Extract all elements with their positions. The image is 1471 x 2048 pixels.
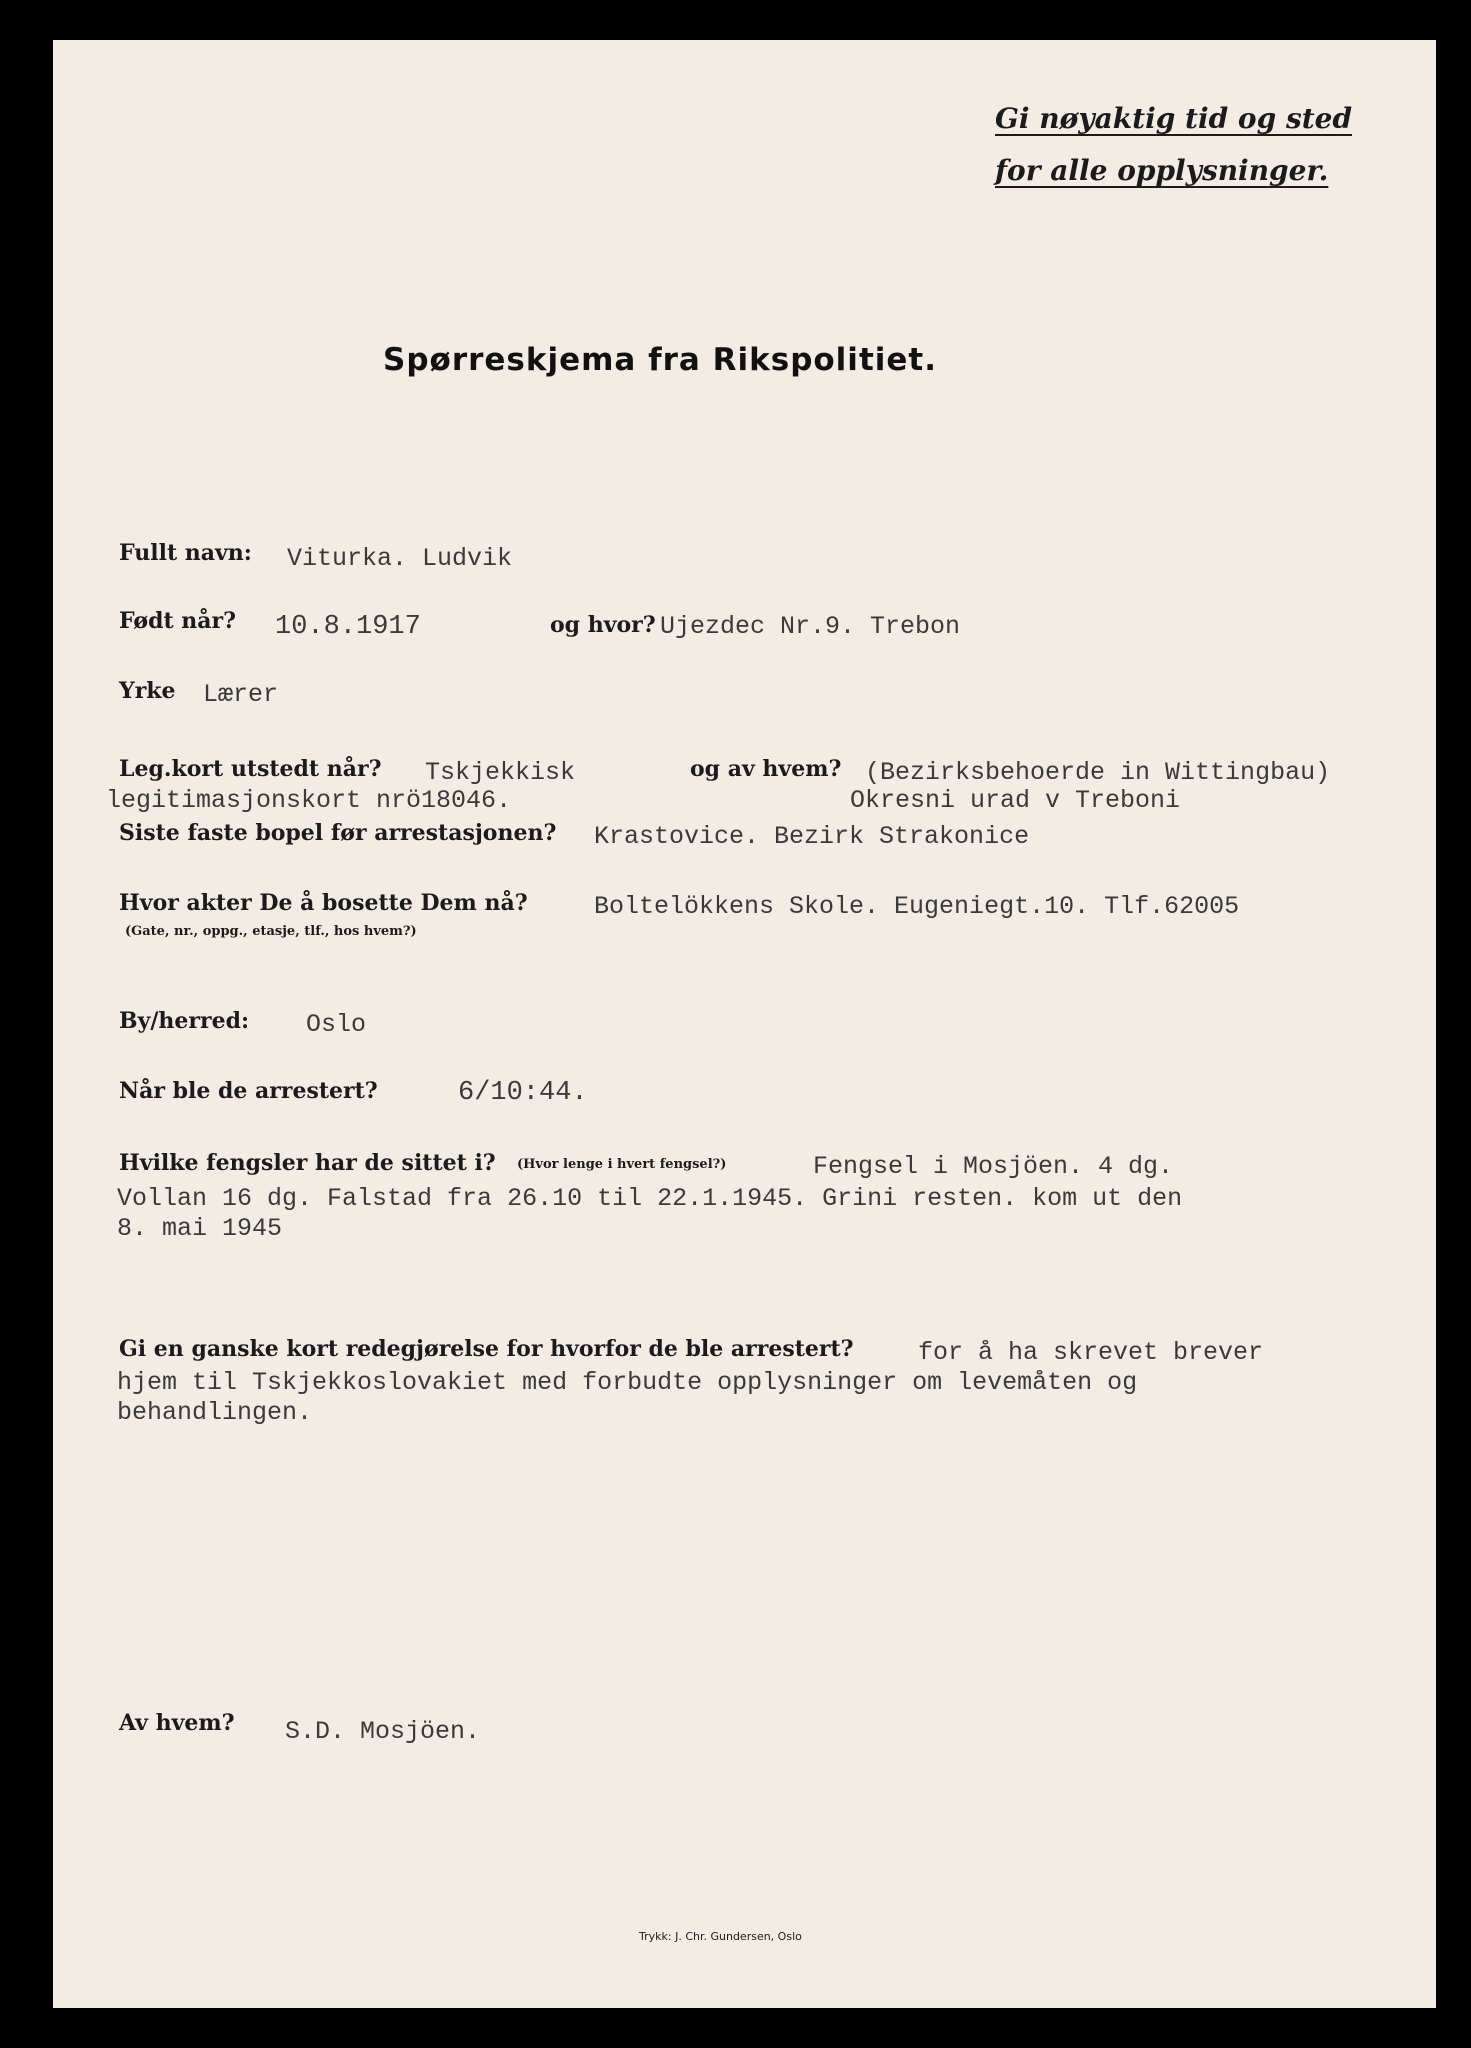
form-sheet: [53, 40, 1436, 2008]
arrested-when-value: 6/10:44.: [458, 1078, 588, 1108]
id-card-when-value-2: legitimasjonskort nrö18046.: [106, 786, 512, 815]
born-where-value: Ujezdec Nr.9. Trebon: [660, 612, 961, 641]
intended-residence-value: Boltelökkens Skole. Eugeniegt.10. Tlf.62005: [594, 892, 1240, 921]
occupation-label: Yrke: [119, 678, 176, 704]
prisons-label: Hvilke fengsler har de sittet i?: [119, 1150, 496, 1176]
prisons-sublabel: (Hvor lenge i hvert fengsel?): [517, 1157, 727, 1172]
last-residence-label: Siste faste bopel før arrestasjonen?: [119, 820, 557, 846]
full-name-value: Viturka. Ludvik: [287, 544, 513, 573]
occupation-value: Lærer: [203, 680, 279, 709]
born-when-value: 10.8.1917: [275, 612, 421, 642]
id-card-when-label: Leg.kort utstedt når?: [119, 756, 382, 782]
arrested-when-label: Når ble de arrestert?: [119, 1078, 378, 1104]
intended-residence-sublabel: (Gate, nr., oppg., etasje, tlf., hos hvem?): [125, 924, 417, 939]
municipality-label: By/herred:: [119, 1008, 250, 1034]
last-residence-value: Krastovice. Bezirk Strakonice: [594, 822, 1030, 851]
id-card-when-value-1: Tskjekkisk: [425, 758, 576, 787]
prisons-value-2: Vollan 16 dg. Falstad fra 26.10 til 22.1.1945. Grini resten. kom ut den: [117, 1184, 1183, 1213]
prisons-value-3: 8. mai 1945: [117, 1214, 283, 1243]
by-whom-value: S.D. Mosjöen.: [285, 1717, 481, 1746]
id-card-by-label: og av hvem?: [690, 756, 842, 782]
intended-residence-label: Hvor akter De å bosette Dem nå?: [119, 890, 528, 916]
printer-imprint: Trykk: J. Chr. Gundersen, Oslo: [639, 1930, 802, 1943]
born-where-label: og hvor?: [550, 612, 656, 638]
municipality-value: Oslo: [306, 1010, 367, 1039]
reason-value-1: for å ha skrevet brever: [918, 1338, 1264, 1367]
born-when-label: Født når?: [119, 608, 237, 634]
id-card-by-value-1: (Bezirksbehoerde in Wittingbau): [865, 758, 1331, 787]
reason-label: Gi en ganske kort redegjørelse for hvorfor de ble arrestert?: [119, 1336, 854, 1362]
by-whom-label: Av hvem?: [119, 1710, 235, 1736]
id-card-by-value-2: Okresni urad v Treboni: [850, 786, 1181, 815]
instruction-line-1: Gi nøyaktig tid og sted: [995, 102, 1353, 135]
page-title: Spørreskjema fra Rikspolitiet.: [383, 342, 938, 378]
prisons-value-1: Fengsel i Mosjöen. 4 dg.: [813, 1152, 1174, 1181]
instruction-line-2: for alle opplysninger.: [995, 154, 1329, 187]
reason-value-2: hjem til Tskjekkoslovakiet med forbudte opplysninger om levemåten og: [117, 1368, 1138, 1397]
full-name-label: Fullt navn:: [119, 540, 252, 566]
reason-value-3: behandlingen.: [117, 1398, 313, 1427]
